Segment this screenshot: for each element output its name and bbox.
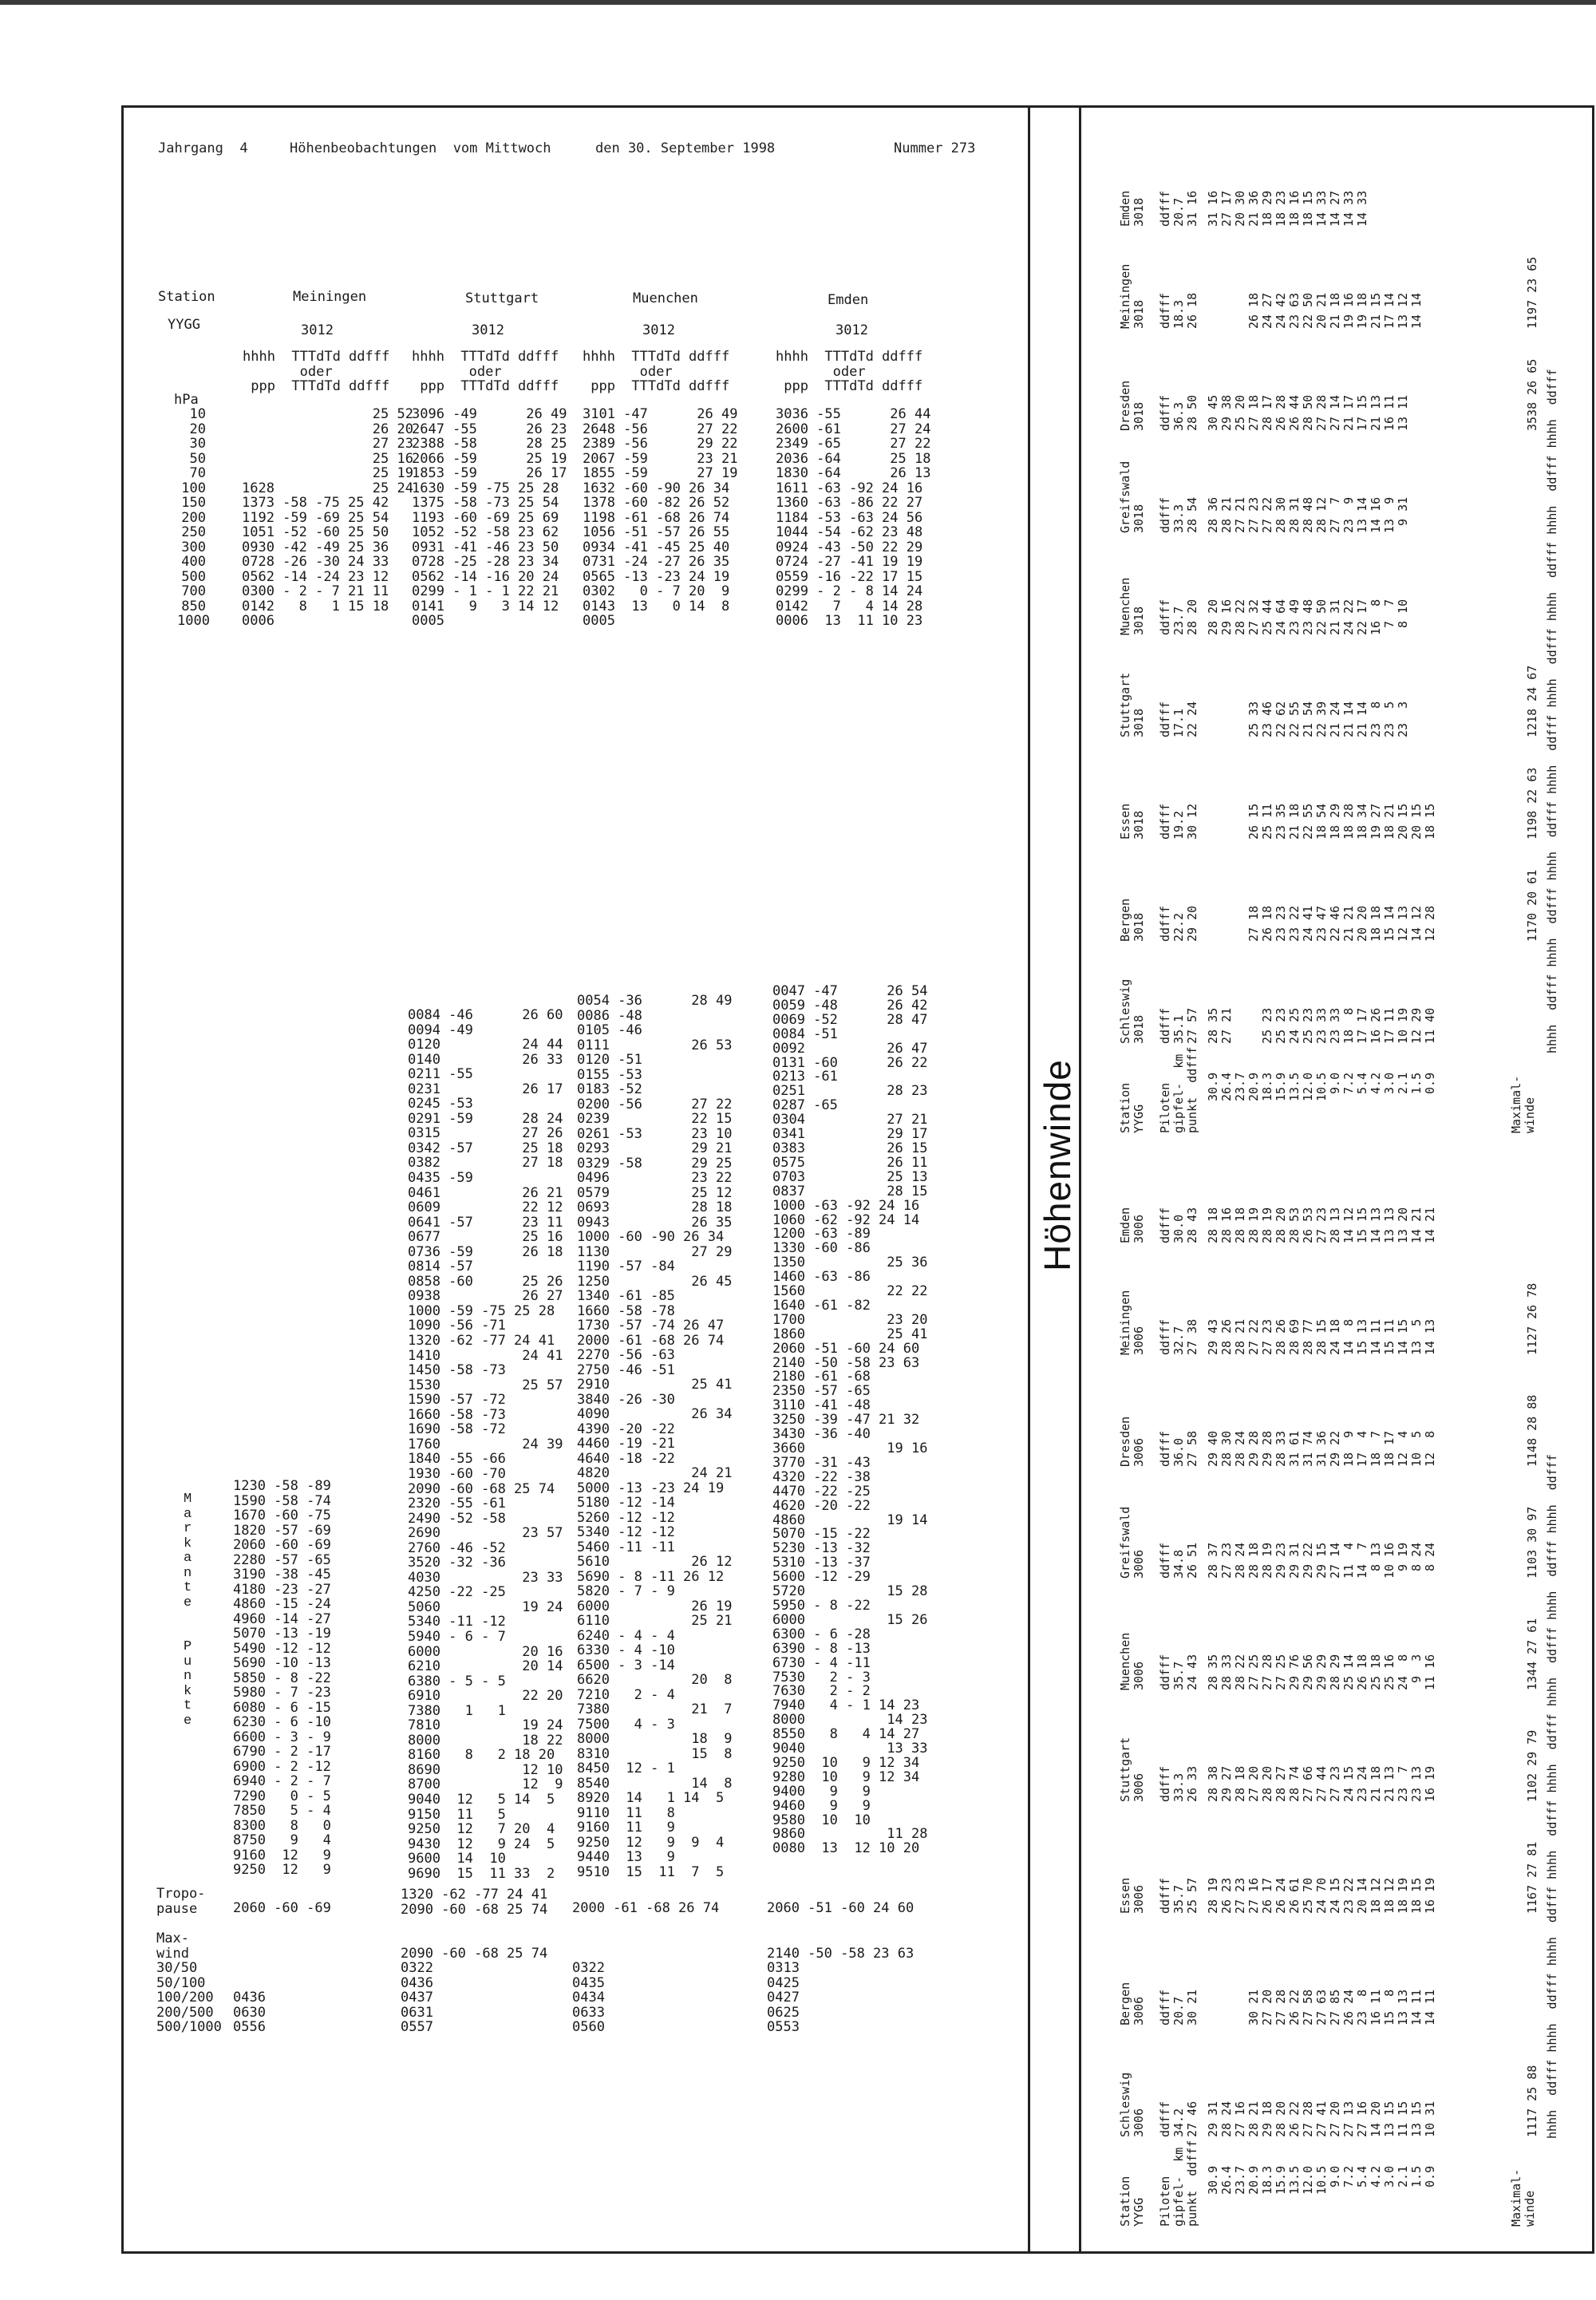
hw-station-max-greifswald-3006: 1103 30 97 (1525, 1506, 1539, 1579)
hw-station-head-3006: Station YYGG (1118, 2176, 1146, 2227)
hw-station-top-greifswald-3018: ddfff 33.3 28 54 (1158, 496, 1199, 533)
yygg-label: YYGG (168, 317, 200, 333)
hw-station-rows-stuttgart-3018: 25 33 23 46 22 62 22 55 21 54 22 39 21 24 21 14 21 14 23 8 23 5 23 3 (1246, 701, 1410, 737)
hw-station-name-stuttgart-3006: Stuttgart 3006 (1118, 1737, 1146, 1802)
hw-station-name-muenchen-3006: Muenchen 3006 (1118, 1632, 1146, 1690)
hw-station-rows-greifswald-3006: 28 37 27 23 28 24 28 18 28 19 29 23 29 31 29 22 29 15 27 14 11 4 14 7 8 13 10 16 9 19 8 24 8 24 (1206, 1542, 1437, 1579)
hw-station-rows-dresden-3018: 30 45 29 38 25 20 27 18 28 17 26 28 26 44 28 50 27 28 27 14 21 17 17 15 21 13 16 11 13 11 (1206, 394, 1410, 431)
hw-station-head-3018: Station YYGG (1118, 1082, 1146, 1133)
header-date: den 30. September 1998 (595, 140, 776, 156)
station-yygg-meiningen: 3012 (301, 322, 334, 338)
hw-station-max-muenchen-3006: 1344 27 61 (1525, 1618, 1539, 1690)
hw-station-name-emden-3018: Emden 3018 (1118, 190, 1146, 227)
hw-altitudes-3018: 30.9 26.4 23.7 20.9 18.3 15.9 13.5 12.0 10.5 9.0 7.2 5.4 4.2 3.0 2.1 1.5 0.9 (1206, 1072, 1437, 1101)
hw-station-max-meiningen-3006: 1127 26 78 (1525, 1282, 1539, 1355)
hw-pilot-head-3018: Piloten gipfel- km punkt ddfff (1158, 1046, 1199, 1133)
hoehenwinde-table (1111, 152, 1596, 2227)
hw-footer-3018: hhhh ddfff hhhh ddfff hhhh ddfff hhhh ddfff hhhh ddfff hhhh ddfff hhhh ddfff hhhh ddfff (1545, 369, 1559, 1053)
maxwind-meiningen: 0436 0630 0556 (233, 1990, 266, 2035)
hw-pilot-head-3006: Piloten gipfel- km punkt ddfff (1158, 2140, 1199, 2227)
hw-station-top-schleswig-3018: ddfff 35.1 27 57 (1158, 1007, 1199, 1044)
hw-station-rows-bergen-3018: 27 18 26 18 23 23 23 22 24 41 23 47 22 46 21 21 20 20 18 18 15 14 12 13 14 12 12 28 (1246, 905, 1437, 942)
maxwind-emden: 2140 -50 -58 23 63 0313 0425 0427 0625 0553 (767, 1945, 915, 2035)
hw-station-max-schleswig-3006: 1117 25 88 (1525, 2065, 1539, 2137)
hw-station-rows-stuttgart-3006: 28 38 29 27 28 18 27 20 28 20 28 27 28 74 27 66 27 44 27 23 24 15 23 24 21 18 21 13 23 7 23 13 16 19 (1206, 1765, 1437, 1802)
hw-station-name-greifswald-3006: Greifswald 3006 (1118, 1506, 1146, 1579)
station-name-emden: Emden (828, 292, 869, 308)
hw-station-top-meiningen-3006: ddfff 32.7 27 38 (1158, 1318, 1199, 1355)
tropopause-meiningen: 2060 -60 -69 (233, 1900, 331, 1916)
col-head-meiningen: hhhh TTTdTd ddfff oder ppp TTTdTd ddfff (243, 349, 390, 394)
column-divider-left (1028, 105, 1030, 2254)
tropopause-emden: 2060 -51 -60 24 60 (767, 1900, 915, 1916)
hw-station-top-muenchen-3018: ddfff 23.7 28 20 (1158, 599, 1199, 635)
hw-station-rows-essen-3006: 28 19 26 23 27 23 27 16 26 17 26 24 26 61 25 70 24 70 24 15 23 22 20 14 18 12 18 12 18 19 18 15 16 19 (1206, 1877, 1437, 1914)
hw-station-top-greifswald-3006: ddfff 34.8 26 51 (1158, 1542, 1199, 1579)
marked-points-emden: 0047 -47 26 54 0059 -48 26 42 0069 -52 28 47 0084 -51 0092 26 47 0131 -60 26 22 0213 -61 0251 28 23 0287 -65 0304 27 21 0341 29 17 0383 26 15 0575 26 11 0703 25 13 0837 28 15 1000 -63 -92 24 16 1060 -62 -92 24 14 1200 -63 -89 1330 -60 -86 1350 25 36 1460 -63 -86 1560 22 22 1640 -61 -82 1700 23 20 1860 25 41 2060 -51 -60 24 60 2140 -50 -58 23 63 2180 -61 -68 2350 -57 -65 3110 -41 -48 3250 -39 -47 21 32 3430 -36 -40 3660 19 16 3770 -31 -43 4320 -22 -38 4470 -22 -25 4620 -20 -22 4860 19 14 5070 -15 -22 5230 -13 -32 5310 -13 -37 5600 -12 -29 5720 15 28 5950 - 8 -22 6000 15 26 6300 - 6 -28 6390 - 8 -13 6730 - 4 -11 7530 2 - 3 7630 2 - 2 7940 4 - 1 14 23 8000 14 23 8550 8 4 14 27 9040 13 33 9250 10 9 12 34 9280 10 9 12 34 9400 9 9 9460 9 9 9580 10 10 9860 11 28 0080 13 12 10 20 (772, 983, 928, 1857)
hw-station-top-schleswig-3006: ddfff 34.2 27 46 (1158, 2100, 1199, 2137)
column-divider-right (1079, 105, 1081, 2254)
hw-station-name-stuttgart-3018: Stuttgart 3018 (1118, 672, 1146, 737)
station-yygg-muenchen: 3012 (642, 322, 675, 338)
hw-station-top-essen-3006: ddfff 35.7 25 57 (1158, 1877, 1199, 1914)
hw-station-name-emden-3006: Emden 3006 (1118, 1207, 1146, 1243)
hw-station-name-muenchen-3018: Muenchen 3018 (1118, 577, 1146, 635)
hw-station-top-meiningen-3018: ddfff 18.3 26 18 (1158, 292, 1199, 329)
hpa-label: hPa (174, 392, 199, 408)
hw-footer-3006: hhhh ddfff hhhh ddfff hhhh ddfff hhhh ddfff hhhh ddfff hhhh ddfff hhhh ddfff hhhh ddfff (1545, 1454, 1559, 2139)
hw-station-max-stuttgart-3018: 1218 24 67 (1525, 665, 1539, 737)
hw-station-top-bergen-3006: ddfff 20.7 30 21 (1158, 1989, 1199, 2025)
hw-altitudes-3006: 30.9 26.4 23.7 20.9 18.3 15.9 13.5 12.0 10.5 9.0 7.2 5.4 4.2 3.0 2.1 1.5 0.9 (1206, 2165, 1437, 2195)
hw-station-rows-emden-3006: 28 18 28 16 28 18 28 19 28 19 28 20 28 53 26 53 27 23 28 13 14 12 15 15 14 13 13 13 13 20 14 21 14 21 (1206, 1207, 1437, 1243)
col-head-emden: hhhh TTTdTd ddfff oder ppp TTTdTd ddfff (776, 349, 923, 394)
levels-muenchen: 3101 -47 26 49 2648 -56 27 22 2389 -56 29 22 2067 -59 23 21 1855 -59 27 19 1632 -60 -90 26 34 1378 -60 -82 26 52 1198 -61 -68 26 74 1056 -51 -57 26 55 0934 -41 -45 25 40 0731 -24 -27 26 35 0565 -13 -23 24 19 0302 0 - 7 20 9 0143 13 0 14 8 0005 (583, 406, 738, 629)
hw-station-name-dresden-3006: Dresden 3006 (1118, 1416, 1146, 1467)
hw-station-top-essen-3018: ddfff 19.2 30 12 (1158, 803, 1199, 840)
tropopause-label: Tropo- pause (156, 1886, 206, 1917)
hw-station-max-stuttgart-3006: 1102 29 79 (1525, 1729, 1539, 1802)
header-number: Nummer 273 (894, 140, 976, 156)
hw-station-rows-meiningen-3006: 29 43 28 26 28 21 27 22 27 23 28 26 28 69 28 77 28 15 24 18 14 8 15 13 14 11 15 11 14 15 13 5 14 13 (1206, 1318, 1437, 1355)
hw-station-name-essen-3006: Essen 3006 (1118, 1877, 1146, 1914)
hw-station-top-emden-3006: ddfff 30.0 28 43 (1158, 1207, 1199, 1243)
hw-station-name-essen-3018: Essen 3018 (1118, 803, 1146, 840)
hw-station-name-meiningen-3006: Meiningen 3006 (1118, 1290, 1146, 1355)
hw-station-top-stuttgart-3018: ddfff 17.1 22 24 (1158, 701, 1199, 737)
station-name-muenchen: Muenchen (633, 290, 698, 306)
hw-maximal-label-3018: Maximal- winde (1509, 1075, 1537, 1133)
hw-station-rows-meiningen-3018: 26 18 24 27 24 42 23 63 22 50 20 21 21 18 19 16 19 18 21 15 17 14 13 12 14 14 (1246, 292, 1424, 329)
hw-station-rows-muenchen-3018: 28 20 29 16 28 22 27 32 25 44 24 64 23 49 23 48 22 50 21 31 24 22 22 17 16 8 7 7 8 10 (1206, 599, 1410, 635)
marked-points-meiningen: 1230 -58 -89 1590 -58 -74 1670 -60 -75 1820 -57 -69 2060 -60 -69 2280 -57 -65 3190 -38 -45 4180 -23 -27 4860 -15 -24 4960 -14 -27 5070 -13 -19 5490 -12 -12 5690 -10 -13 5850 - 8 -22 5980 - 7 -23 6080 - 6 -15 6230 - 6 -10 6600 - 3 - 9 6790 - 2 -17 6900 - 2 -12 6940 - 2 - 7 7290 0 - 5 7850 5 - 4 8300 8 0 8750 9 4 9160 12 9 9250 12 9 (233, 1478, 331, 1878)
hw-station-name-schleswig-3018: Schleswig 3018 (1118, 978, 1146, 1044)
hw-maximal-label-3006: Maximal- winde (1509, 2168, 1537, 2227)
pressure-levels: 10 20 30 50 70 100 150 200 250 300 400 500 700 850 1000 (177, 406, 210, 629)
hw-station-name-bergen-3018: Bergen 3018 (1118, 898, 1146, 942)
page-header (158, 140, 1004, 220)
tropopause-muenchen: 2000 -61 -68 26 74 (572, 1900, 720, 1916)
hw-station-rows-emden-3018: 31 16 27 17 20 30 21 36 18 29 18 23 18 16 18 15 14 33 14 27 14 33 14 33 (1206, 190, 1369, 227)
header-jahrgang: Jahrgang 4 (158, 140, 248, 156)
hw-station-name-bergen-3006: Bergen 3006 (1118, 1982, 1146, 2025)
maxwind-label: Max- wind 30/50 50/100 100/200 200/500 500/1000 (156, 1930, 222, 2035)
hw-station-top-dresden-3018: ddfff 36.3 28 50 (1158, 394, 1199, 431)
hw-station-top-stuttgart-3006: ddfff 33.3 26 33 (1158, 1765, 1199, 1802)
hw-station-max-dresden-3006: 1148 28 88 (1525, 1394, 1539, 1467)
levels-emden: 3036 -55 26 44 2600 -61 27 24 2349 -65 27 22 2036 -64 25 18 1830 -64 26 13 1611 -63 -92 24 16 1360 -63 -86 22 27 1184 -53 -63 24 56 1044 -54 -62 23 48 0924 -43 -50 22 29 0724 -27 -41 19 19 0559 -16 -22 17 15 0299 - 2 - 8 14 24 0142 7 4 14 28 0006 13 11 10 23 (776, 406, 931, 629)
hw-station-max-essen-3006: 1167 27 81 (1525, 1841, 1539, 1914)
top-edge-rule (0, 0, 1596, 5)
hw-station-name-dresden-3018: Dresden 3018 (1118, 380, 1146, 431)
hw-station-max-dresden-3018: 3538 26 65 (1525, 358, 1539, 431)
tropopause-stuttgart: 1320 -62 -77 24 41 2090 -60 -68 25 74 (401, 1887, 548, 1918)
col-head-muenchen: hhhh TTTdTd ddfff oder ppp TTTdTd ddfff (583, 349, 730, 394)
hw-station-rows-greifswald-3018: 28 36 28 21 27 21 27 23 27 22 28 30 28 31 28 48 28 12 27 7 23 9 13 14 14 16 13 9 9 31 (1206, 496, 1410, 533)
marked-points-muenchen: 0054 -36 28 49 0086 -48 0105 -46 0111 26 53 0120 -51 0155 -53 0183 -52 0200 -56 27 22 0239 22 15 0261 -53 23 10 0293 29 21 0329 -58 29 25 0496 23 22 0579 25 12 0693 28 18 0943 26 35 1000 -60 -90 26 34 1130 27 29 1190 -57 -84 1250 26 45 1340 -61 -85 1660 -58 -78 1730 -57 -74 26 47 2000 -61 -68 26 74 2270 -56 -63 2750 -46 -51 2910 25 41 3840 -26 -30 4090 26 34 4390 -20 -22 4460 -19 -21 4640 -18 -22 4820 24 21 5000 -13 -23 24 19 5180 -12 -14 5260 -12 -12 5340 -12 -12 5460 -11 -11 5610 26 12 5690 - 8 -11 26 12 5820 - 7 - 9 6000 26 19 6110 25 21 6240 - 4 - 4 6330 - 4 -10 6500 - 3 -14 6620 20 8 7210 2 - 4 7380 21 7 7500 4 - 3 8000 18 9 8310 15 8 8450 12 - 1 8540 14 8 8920 14 1 14 5 9110 11 8 9160 11 9 9250 12 9 9 4 9440 13 9 9510 15 11 7 5 (577, 993, 733, 1880)
maxwind-muenchen: 0322 0435 0434 0633 0560 (572, 1960, 605, 2035)
hw-station-name-greifswald-3018: Greifswald 3018 (1118, 460, 1146, 533)
marked-points-label: M a r k a n t e P u n k t e (184, 1492, 192, 1729)
hoehenwinde-title: Höhenwinde (1037, 1059, 1078, 1271)
marked-points-stuttgart: 0084 -46 26 60 0094 -49 0120 24 44 0140 26 33 0211 -55 0231 26 17 0245 -53 0291 -59 28 24 0315 27 26 0342 -57 25 18 0382 27 18 0435 -59 0461 26 21 0609 22 12 0641 -57 23 11 0677 25 16 0736 -59 26 18 0814 -57 0858 -60 25 26 0938 26 27 1000 -59 -75 25 28 1090 -56 -71 1320 -62 -77 24 41 1410 24 41 1450 -58 -73 1530 25 57 1590 -57 -72 1660 -58 -73 1690 -58 -72 1760 24 39 1840 -55 -66 1930 -60 -70 2090 -60 -68 25 74 2320 -55 -61 2490 -52 -58 2690 23 57 2760 -46 -52 3520 -32 -36 4030 23 33 4250 -22 -25 5060 19 24 5340 -11 -12 5940 - 6 - 7 6000 20 16 6210 20 14 6380 - 5 - 5 6910 22 20 7380 1 1 7810 19 24 8000 18 22 8160 8 2 18 20 8690 12 10 8700 12 9 9040 12 5 14 5 9150 11 5 9250 12 7 20 4 9430 12 9 24 5 9600 14 10 9690 15 11 33 2 (408, 1007, 563, 1882)
hw-station-max-essen-3018: 1198 22 63 (1525, 767, 1539, 840)
hw-station-rows-schleswig-3006: 29 31 28 24 27 16 28 21 29 18 28 20 26 22 27 28 27 41 27 20 27 13 27 16 14 20 13 15 11 15 13 15 10 31 (1206, 2100, 1437, 2137)
levels-stuttgart: 3096 -49 26 49 2647 -55 26 23 2388 -58 28 25 2066 -59 25 19 1853 -59 26 17 1630 -59 -75 25 28 1375 -58 -73 25 54 1193 -60 -69 25 69 1052 -52 -58 23 62 0931 -41 -46 23 50 0728 -25 -28 23 34 0562 -14 -16 20 24 0299 - 1 - 1 22 21 0141 9 3 14 12 0005 (412, 406, 567, 629)
maxwind-stuttgart: 2090 -60 -68 25 74 0322 0436 0437 0631 0557 (401, 1945, 548, 2035)
hw-station-top-bergen-3018: ddfff 22.2 29 20 (1158, 905, 1199, 942)
station-yygg-stuttgart: 3012 (472, 322, 504, 338)
hw-station-rows-muenchen-3006: 28 35 28 33 28 22 27 25 27 28 27 25 29 76 29 56 29 29 28 29 25 14 26 18 25 18 25 16 24 8 9 3 11 16 (1206, 1654, 1437, 1690)
station-name-stuttgart: Stuttgart (465, 290, 539, 306)
hw-station-name-meiningen-3018: Meiningen 3018 (1118, 263, 1146, 329)
hw-station-max-meiningen-3018: 1197 23 65 (1525, 256, 1539, 329)
hw-station-rows-bergen-3006: 30 21 27 20 27 28 26 22 27 58 27 63 27 85 26 24 23 8 16 11 15 8 13 13 14 11 14 11 (1246, 1989, 1437, 2025)
hw-station-name-schleswig-3006: Schleswig 3006 (1118, 2072, 1146, 2137)
levels-meiningen: 25 52 26 20 27 23 25 16 25 19 1628 25 24 1373 -58 -75 25 42 1192 -59 -69 25 54 1051 -52 -60 25 50 0930 -42 -49 25 36 0728 -26 -30 24 33 0562 -14 -24 23 12 0300 - 2 - 7 21 11 0142 8 1 15 18 0006 (242, 406, 413, 629)
hw-station-rows-dresden-3006: 29 40 28 30 28 24 29 28 29 28 28 33 31 61 31 74 31 36 29 22 18 9 17 4 18 7 18 17 12 4 10 5 12 8 (1206, 1430, 1437, 1467)
station-yygg-emden: 3012 (836, 322, 868, 338)
hw-station-top-muenchen-3006: ddfff 35.7 24 43 (1158, 1654, 1199, 1690)
hw-station-max-bergen-3018: 1170 20 61 (1525, 869, 1539, 942)
hw-station-rows-schleswig-3018: 28 35 27 21 25 23 25 23 24 25 25 23 23 33 23 33 18 8 17 17 16 26 17 11 10 19 12 29 11 40 (1206, 1007, 1437, 1044)
station-label: Station (158, 289, 215, 305)
col-head-stuttgart: hhhh TTTdTd ddfff oder ppp TTTdTd ddfff (412, 349, 559, 394)
hw-station-top-dresden-3006: ddfff 36.0 27 58 (1158, 1430, 1199, 1467)
header-title: Höhenbeobachtungen vom Mittwoch (290, 140, 551, 156)
hw-station-rows-essen-3018: 26 15 25 11 23 35 21 18 22 55 18 54 18 29 18 28 18 34 19 27 18 21 20 15 20 15 18 15 (1246, 803, 1437, 840)
station-name-meiningen: Meiningen (293, 289, 367, 305)
hw-station-top-emden-3018: ddfff 20.7 31 16 (1158, 190, 1199, 227)
